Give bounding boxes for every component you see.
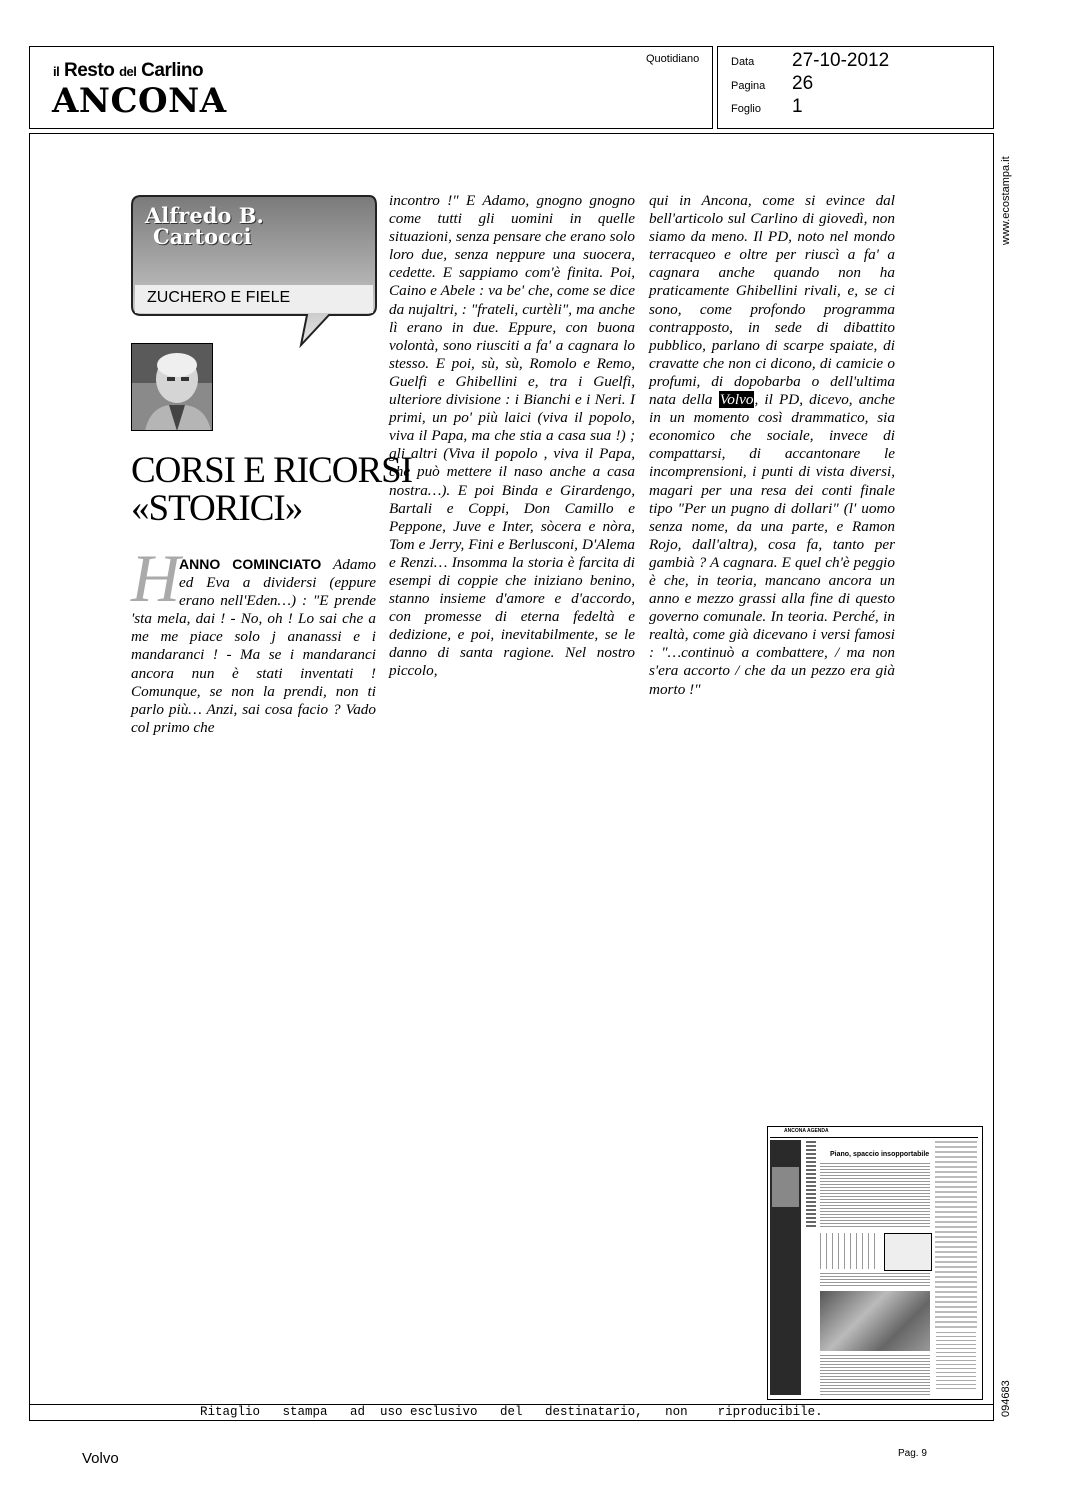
thumb-box bbox=[884, 1233, 932, 1271]
logo-del: del bbox=[119, 64, 137, 79]
col3-after: , il PD, dicevo, anche in un momento così drammatico, sia economico che sociale, invece di compattarsi, di accantonare le incomprensioni, i punti di vista diversi, magari per una resa dei conti finale tipo "Per un pugno di dollari" (l' uomo senza nome, da una parte, e Ramon Rojo, dall'altra), cosa fa, tanto per gambià ? A cagnara. E quel ch'è peggio è che, in teoria, mancano ancora un anno e mezzo grassi alla fine di questo governo comunale. In teoria. Perché, in realtà, come già dicevano i versi famosi : "…continuò a combattere, / ma non s'era accorto / che da un pezzo era già morto !" bbox=[649, 391, 896, 698]
thumb-right-column bbox=[935, 1141, 977, 1329]
page-number: Pag. 9 bbox=[898, 1448, 927, 1459]
thumb-text-block-1 bbox=[820, 1163, 930, 1229]
logo-il: il bbox=[53, 64, 60, 79]
newspaper-logo bbox=[53, 60, 203, 82]
edition-city: ANCONA bbox=[52, 81, 227, 121]
thumb-title: Piano, spaccio insopportabile bbox=[830, 1151, 930, 1158]
lead-caps: ANNO COMINCIATO bbox=[179, 556, 322, 572]
author-name bbox=[145, 205, 264, 247]
dropcap: H bbox=[131, 540, 181, 616]
thumb-left-strip bbox=[772, 1167, 799, 1207]
thumb-table bbox=[820, 1233, 880, 1269]
keyword-label: Volvo bbox=[82, 1450, 119, 1467]
thumb-photo bbox=[820, 1291, 930, 1351]
code-vertical: 094683 bbox=[1000, 1380, 1012, 1417]
headline bbox=[131, 452, 412, 528]
headline-line2: «STORICI» bbox=[131, 488, 303, 529]
foglio-value: 1 bbox=[792, 96, 803, 117]
col3-before: qui in Ancona, come si evince dal bell'articolo sul Carlino di giovedì, non siamo da meno. Il PD, noto nel mondo terracqueo e oltre per riuscì a fa' a cagnara anche quando non ha praticamente Ghibellini rivali, e, se ci sono, come profondo programma contrapposto, in sede di dibattito pubblico, parlano di scarpe spaiate, di cravatte che non ci dicono, di camicie o profumi, di dopobarba o dell'ultima nata della bbox=[649, 192, 895, 409]
headline-line1: CORSI E RICORSI bbox=[131, 450, 413, 491]
pagina-value: 26 bbox=[792, 73, 814, 94]
author-photo bbox=[131, 343, 213, 431]
author-first: Alfredo B. bbox=[145, 203, 264, 228]
data-value: 27-10-2012 bbox=[792, 50, 890, 71]
thumb-right-ads bbox=[936, 1332, 976, 1392]
website-vertical: www.ecostampa.it bbox=[1000, 156, 1012, 245]
thumb-vertical-title bbox=[806, 1141, 816, 1227]
thumb-text-block-3 bbox=[820, 1355, 930, 1395]
logo-resto: Resto bbox=[64, 60, 115, 81]
keyword-highlight: Volvo bbox=[719, 391, 754, 409]
data-label: Data bbox=[731, 56, 755, 68]
logo-carlino: Carlino bbox=[141, 60, 204, 81]
article-column-1 bbox=[131, 555, 376, 737]
article-column-3 bbox=[649, 192, 895, 699]
publication-type: Quotidiano bbox=[646, 53, 700, 65]
page-thumbnail bbox=[767, 1126, 983, 1400]
rubric-label: ZUCHERO E FIELE bbox=[147, 289, 291, 306]
thumb-text-block-2 bbox=[820, 1273, 930, 1287]
footer-notice: Ritaglio stampa ad uso esclusivo del destinatario, non riproducibile. bbox=[200, 1405, 823, 1419]
thumb-header bbox=[770, 1129, 978, 1138]
author-last: Cartocci bbox=[153, 224, 252, 249]
col1-text: Adamo ed Eva a dividersi (eppure erano nell'Eden…) : "E prende 'sta mela, dai ! - No, oh ! Lo sai che a me me piace solo j ananassi e i mandaranci ! - Ma se i mandaranci ancora nun è stati inventati ! Comunque, se non la prendi, non ti parlo più… Anzi, sai cosa facio ? Vado col primo che bbox=[131, 556, 376, 736]
foglio-label: Foglio bbox=[731, 103, 761, 115]
article-column-2: incontro !" E Adamo, gnogno gnogno come tutti gli uomini in quelle situazioni, senza pensare che erano solo loro due, senza neppure una suocera, cedette. E sappiamo com'è finita. Poi, Caino e Abele : va be' che, come se dice da nujaltri, : "frateli, curtèli", ma anche lì erano in due. Eppure, con buona volontà, sono riusciti a fa' a cagnara lo stesso. E poi, sù, sù, Romolo e Remo, Guelfi e Ghibellini e, tra i Guelfi, ulteriore divisione : i Bianchi e i Neri. I primi, un po' più laici (viva il popolo, viva il Papa, ma che stia a casa sua !) ; gli altri (Viva il popolo , viva il Papa, che può mettere il naso anche a casa nostra…). E poi Binda e Girardengo, Bartali e Coppi, Don Camillo e Peppone, Juve e Inter, sòcera e nòra, Tom e Jerry, Fini e Berlusconi, D'Alema e Renzi… Insomma la storia è farcita di esempi di coppie che iniziano benino, stanno insieme d'amore e d'accordo, con promesse di eterna fedeltà e dedizione, e poi, inevitabilmente, se le danno di santa ragione. Nel nostro piccolo, bbox=[389, 192, 635, 680]
pagina-label: Pagina bbox=[731, 80, 766, 92]
thumb-section: ANCONA AGENDA bbox=[784, 1128, 829, 1134]
